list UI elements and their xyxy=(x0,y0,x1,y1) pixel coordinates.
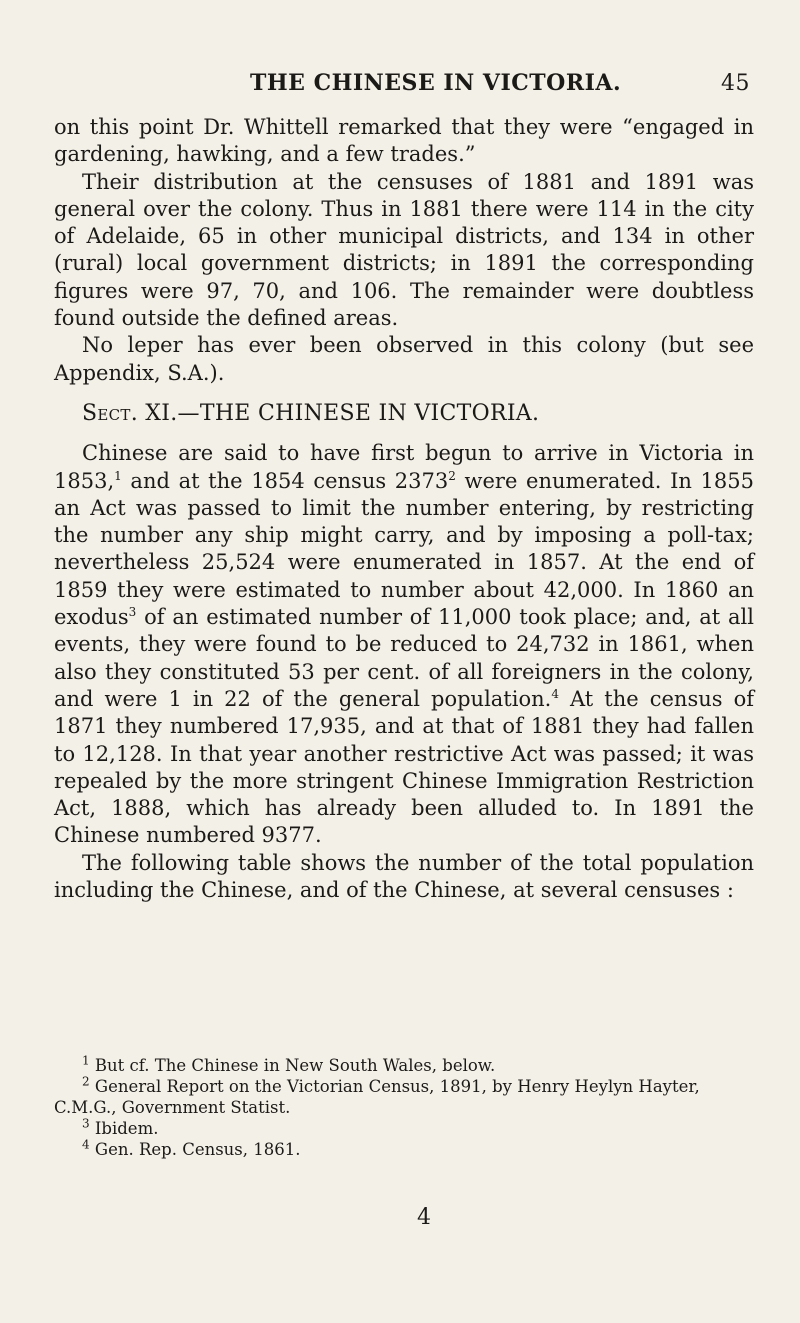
section-label: Sect. XI. xyxy=(82,400,178,426)
paragraph-leper: No leper has ever been observed in this colony (but see Appendix, S.A.). xyxy=(54,333,754,385)
footnote-ref-4: 4 xyxy=(551,686,559,701)
footnote-number: 4 xyxy=(82,1137,90,1152)
signature-mark: 4 xyxy=(417,1205,431,1230)
paragraph-continued: on this point Dr. Whittell remarked that they were “engaged in gardening, hawking, and a few trades.” xyxy=(54,115,754,167)
paragraph-table-intro: The following table shows the number of the total population including the Chinese, and of the Chinese, at several censuses : xyxy=(54,850,754,903)
footnote-2 xyxy=(54,1076,754,1118)
text-run: At the census of 1871 they numbered 17,935, and at that of 1881 they had fallen to 12,128. In that year another restrictive Act was passed; it was repealed by the more stringent Chinese Immigration Restriction Act, 1888, which has already been alluded to. In 1891 the Chinese numbered 9377. xyxy=(54,686,754,848)
footnote-ref-1: 1 xyxy=(114,468,122,483)
footnote-number: 2 xyxy=(82,1074,90,1089)
section-heading xyxy=(82,400,754,427)
text-run: of an estimated number of 11,000 took place; and, at all events, they were found to be reduced to 24,732 in 1861, when also they constituted 53 per cent. of all foreigners in the colony, and were 1 in 22 of the general population. xyxy=(54,605,754,711)
paragraph-victoria-history xyxy=(54,440,754,849)
paragraph-distribution: Their distribution at the censuses of 1881 and 1891 was general over the colony. Thus in 1881 there were 114 in the city of Adelaide, 65 in other municipal districts, and 134 in other (rural) local government districts; in 1891 the corresponding figures were 97, 70, and 106. The remainder were doubtless found outside the defined areas. xyxy=(54,169,754,331)
footnote-ref-2: 2 xyxy=(448,468,456,483)
text-run: Chinese are said to have first begun to arrive in Victoria in 1853, xyxy=(54,441,754,493)
section-title: —THE CHINESE IN VICTORIA. xyxy=(177,400,540,426)
text-run: were enumerated. In 1855 an Act was passed to limit the number entering, by restricting the number any ship might carry, and by imposing a poll-tax; nevertheless 25,524 were enumerated in 1857. At the end of 1859 they were estimated to number about 42,000. In 1860 an exodus xyxy=(54,468,754,630)
text-run: and at the 1854 census 2373 xyxy=(121,468,449,493)
footnote-text: But cf. The Chinese in New South Wales, below. xyxy=(94,1056,496,1075)
running-header xyxy=(250,70,750,96)
footnotes xyxy=(54,1055,754,1160)
footnote-text: Ibidem. xyxy=(94,1119,159,1138)
page-number: 45 xyxy=(721,71,750,96)
body-text xyxy=(54,114,754,904)
footnote-text: General Report on the Victorian Census, 1891, by Henry Heylyn Hayter, C.M.G., Government Statist. xyxy=(54,1077,700,1117)
footnote-1 xyxy=(54,1055,754,1076)
footnote-text: Gen. Rep. Census, 1861. xyxy=(94,1140,301,1159)
footnote-number: 1 xyxy=(82,1053,90,1068)
footnote-ref-3: 3 xyxy=(128,605,137,620)
footnote-4 xyxy=(54,1139,754,1160)
footnote-3 xyxy=(54,1118,754,1139)
running-head-title: THE CHINESE IN VICTORIA. xyxy=(250,70,622,96)
footnote-number: 3 xyxy=(82,1116,90,1131)
